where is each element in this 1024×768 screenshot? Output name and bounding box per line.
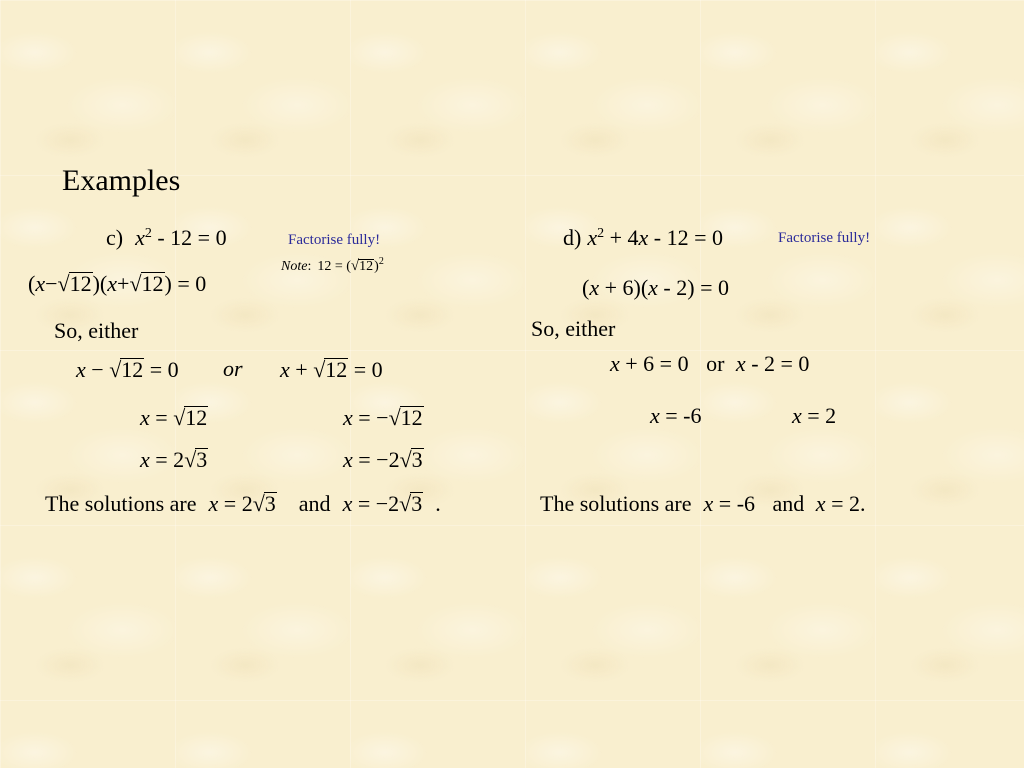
variable: x — [610, 351, 620, 376]
example-c-equation — [106, 227, 227, 249]
factorise-hint-d: Factorise fully! — [778, 230, 871, 246]
sqrt-arg: 12 — [185, 405, 208, 430]
and-word: and — [298, 491, 331, 516]
and-word: and — [772, 491, 805, 516]
sqrt-symbol: √ 12 — [173, 405, 208, 430]
sqrt-arg: 12 — [400, 405, 423, 430]
equals: = −2 — [358, 447, 400, 472]
variable: x — [638, 225, 649, 250]
variable: x — [343, 405, 353, 430]
or-text: or — [223, 356, 243, 381]
equals: = 0 — [149, 357, 179, 382]
factor-part: - 2) = 0 — [663, 275, 729, 300]
equals: = 2. — [831, 491, 866, 516]
or-word: or — [706, 351, 725, 376]
sqrt-arg: 3 — [196, 447, 208, 472]
operator: − — [45, 271, 58, 296]
variable: x — [208, 491, 219, 516]
case-eq: + 6 = 0 — [625, 351, 689, 376]
sqrt-arg: 12 — [325, 357, 348, 382]
variable: x — [140, 405, 150, 430]
solutions-summary-c — [45, 492, 441, 515]
solution-1a-c — [140, 406, 208, 429]
sqrt-symbol: √ 3 — [399, 491, 423, 516]
case-2-c — [280, 358, 383, 381]
sqrt-symbol: √ 12 — [313, 357, 348, 382]
variable: x — [650, 403, 660, 428]
factorised-form-d — [582, 277, 729, 299]
sqrt-symbol: √ 12 — [388, 405, 423, 430]
equals: = — [155, 405, 168, 430]
example-label: c) — [106, 225, 124, 250]
operator: + — [117, 271, 130, 296]
variable: x — [35, 271, 46, 296]
equation-rest: - 12 = 0 — [653, 225, 724, 250]
sqrt-symbol: √ 3 — [252, 491, 276, 516]
equals: = 0 — [177, 271, 207, 296]
note — [281, 256, 384, 275]
solution-2b-c — [343, 448, 424, 471]
variable: x — [135, 225, 145, 250]
note-label: Note — [281, 259, 308, 274]
note-eq: = — [334, 259, 343, 274]
exponent: 2 — [144, 226, 152, 241]
note-open: ( — [346, 259, 351, 274]
factorise-hint: Factorise fully! — [288, 232, 381, 248]
variable: x — [280, 357, 290, 382]
equals: = −2 — [357, 491, 400, 516]
variable: x — [140, 447, 150, 472]
variable: x — [342, 491, 353, 516]
variable: x — [76, 357, 86, 382]
exponent: 2 — [597, 226, 605, 241]
period: . — [435, 491, 441, 516]
paren: ) — [164, 271, 172, 296]
variable: x — [792, 403, 802, 428]
sqrt-arg: 3 — [264, 491, 276, 516]
solutions-prefix: The solutions are — [540, 491, 692, 516]
equals: = 2 — [223, 491, 253, 516]
so-either-d: So, either — [531, 316, 616, 341]
note-colon: : — [307, 259, 312, 274]
variable: x — [107, 271, 118, 296]
so-either-c: So, either — [54, 318, 139, 343]
solution-2a-c — [343, 406, 424, 429]
example-label: d) — [563, 225, 582, 250]
page-title: Examples — [62, 164, 181, 197]
variable: x — [648, 275, 658, 300]
note-close: ) — [374, 259, 379, 274]
sqrt-arg: 12 — [69, 271, 92, 296]
equation-mid: + 4 — [609, 225, 639, 250]
sqrt-symbol: √ 12 — [57, 271, 92, 296]
case-1-c — [76, 358, 179, 381]
variable: x — [735, 351, 746, 376]
equals: = -6 — [718, 491, 756, 516]
sqrt-symbol: √ 3 — [184, 447, 208, 472]
sqrt-arg: 3 — [411, 447, 423, 472]
example-d-equation — [563, 227, 723, 249]
sqrt-arg: 12 — [359, 259, 374, 274]
operator: + — [295, 357, 308, 382]
variable: x — [703, 491, 714, 516]
sqrt-symbol: √ 12 — [350, 258, 374, 274]
equals: = 2 — [807, 403, 837, 428]
factor-part: + 6)( — [604, 275, 649, 300]
paren: ( — [28, 271, 36, 296]
or-word-c — [223, 358, 243, 380]
sqrt-symbol: √ 12 — [129, 271, 164, 296]
sqrt-arg: 12 — [141, 271, 164, 296]
variable: x — [343, 447, 353, 472]
equation-rest: - 12 = 0 — [157, 225, 227, 250]
solution-2-d — [792, 405, 836, 427]
operator: − — [91, 357, 104, 382]
sqrt-symbol: √ 3 — [399, 447, 423, 472]
case-eq: - 2 = 0 — [751, 351, 810, 376]
sqrt-arg: 3 — [411, 491, 423, 516]
solutions-summary-d — [540, 493, 865, 515]
paren: ( — [582, 275, 590, 300]
solution-1b-c — [140, 448, 208, 471]
equals: = − — [358, 405, 389, 430]
variable: x — [589, 275, 600, 300]
equals: = 0 — [353, 357, 383, 382]
solution-1-d — [650, 405, 702, 427]
solutions-prefix: The solutions are — [45, 491, 197, 516]
paren: )( — [92, 271, 108, 296]
note-lhs: 12 — [317, 259, 332, 274]
variable: x — [815, 491, 826, 516]
factorised-form-c — [28, 272, 206, 295]
equals: = -6 — [665, 403, 702, 428]
cases-d — [610, 353, 809, 375]
sqrt-symbol: √ 12 — [109, 357, 144, 382]
variable: x — [587, 225, 598, 250]
note-exponent: 2 — [378, 256, 384, 267]
sqrt-arg: 12 — [121, 357, 144, 382]
equals: = 2 — [155, 447, 185, 472]
